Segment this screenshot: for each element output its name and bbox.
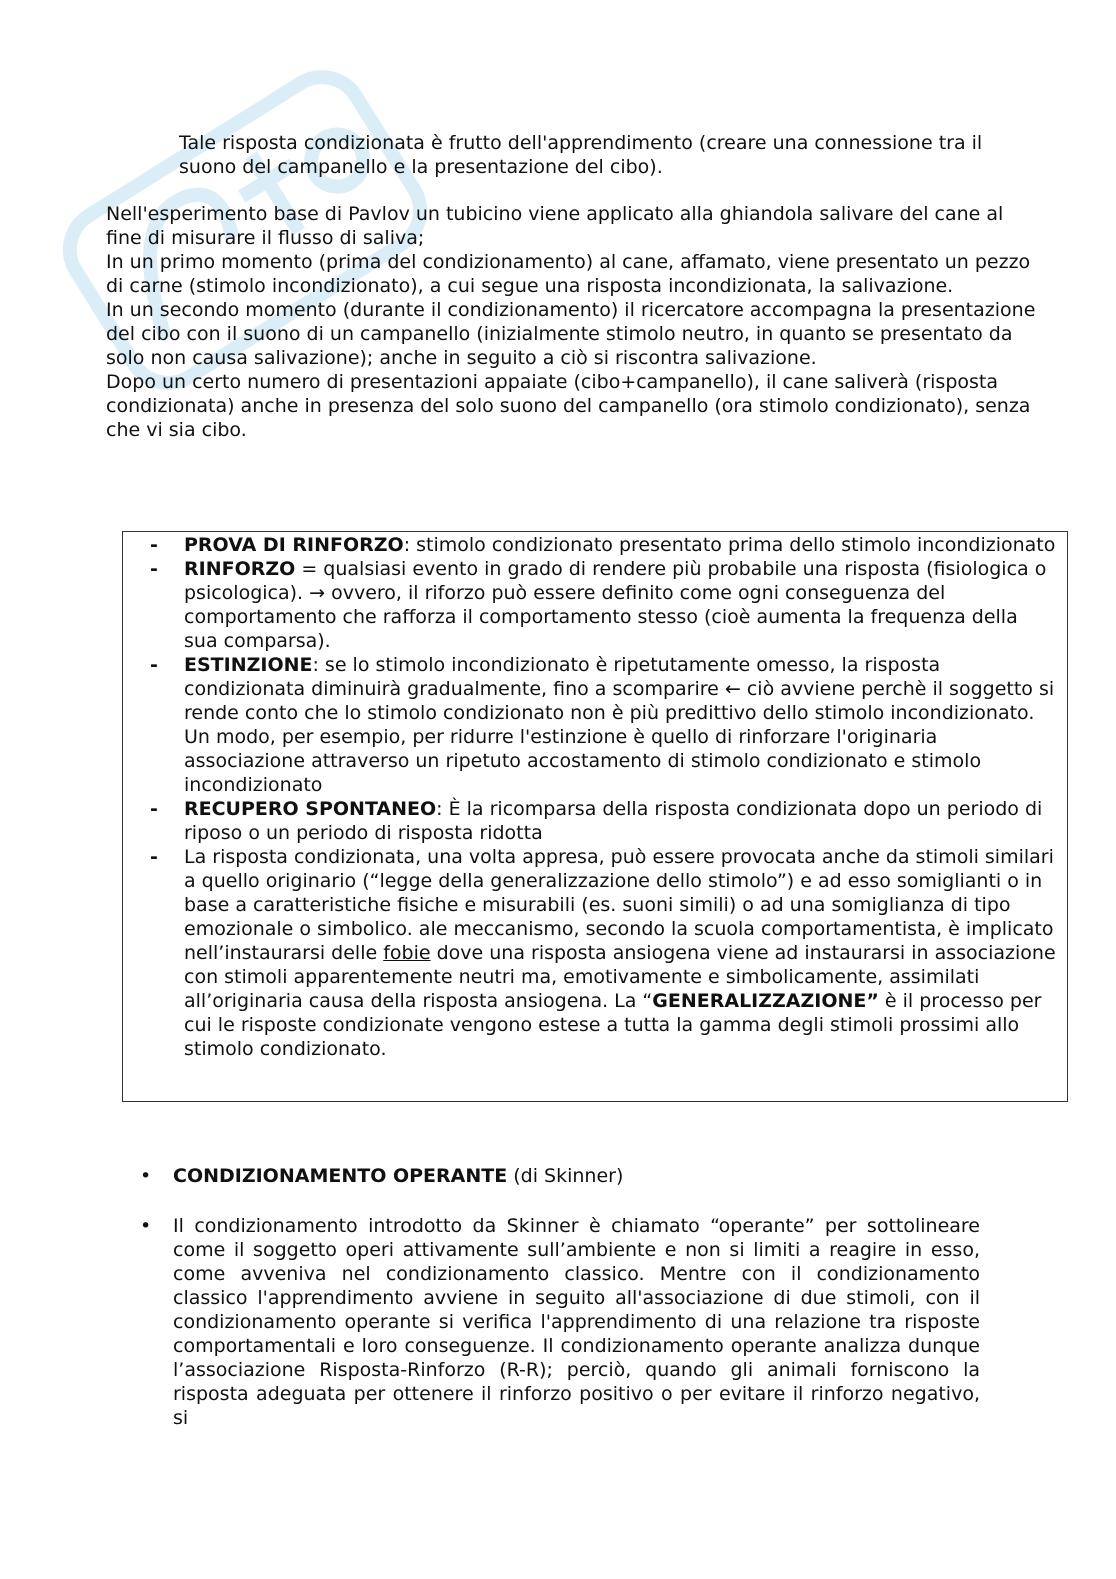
definition-prova-di-rinforzo [123,533,1067,557]
definition-text: = qualsiasi evento in grado di rendere più probabile una risposta (fisiologica o psicologica). → ovvero, il riforzo può essere definito come ogni conseguenza del comportamento che rafforza il comportamento stesso (cioè aumenta la frequenza della sua comparsa). [184,558,1047,652]
definitions-list [123,533,1067,1061]
operant-heading [140,1164,980,1188]
definitions-box [122,531,1068,1102]
definition-term: RINFORZO [184,558,296,580]
definition-recupero-spontaneo [123,797,1067,845]
definition-rinforzo [123,557,1067,653]
dash-bullet: - [150,654,158,676]
definition-term: RECUPERO SPONTANEO [184,798,437,820]
bullet-dot: • [140,1215,152,1237]
definition-generalizzazione [123,845,1067,1061]
definition-estinzione [123,653,1067,797]
dash-bullet: - [150,846,158,868]
generalization-term: GENERALIZZAZIONE” [652,990,879,1012]
pavlov-paragraph [106,202,1036,442]
generalization-text: La risposta condizionata, una volta appresa, può essere provocata anche da stimoli similari a quello originario (“legge della generalizzazione dello stimolo”) e ad esso somiglianti o in base a caratteristiche fisiche e misurabili (es. suoni simili) o ad una somiglianza di tipo emozionale o simbolico. ale meccanismo, secondo la scuola comportamentista, è implicato nell’instaurarsi delle [184,846,1054,964]
dash-bullet: - [150,534,158,556]
definition-text: : stimolo condizionato presentato prima dello stimolo incondizionato [403,534,1056,556]
operant-heading-rest: (di Skinner) [507,1165,624,1187]
operant-heading-term: CONDIZIONAMENTO OPERANTE [173,1165,508,1187]
definition-term: PROVA DI RINFORZO [184,534,404,556]
dash-bullet: - [150,798,158,820]
dash-bullet: - [150,558,158,580]
pavlov-line: In un primo momento (prima del condizionamento) al cane, affamato, viene presentato un pezzo di carne (stimolo incondizionato), a cui segue una risposta incondizionata, la salivazione. [106,251,1031,297]
pavlov-line: In un secondo momento (durante il condizionamento) il ricercatore accompagna la presentazione del cibo con il suono di un campanello (inizialmente stimolo neutro, in quanto se presentato da solo non causa salivazione); anche in seguito a ciò si riscontra salivazione. [106,299,1036,369]
intro-paragraph: Tale risposta condizionata è frutto dell'apprendimento (creare una connessione tra il suono del campanello e la presentazione del cibo). [179,132,983,178]
operant-section [140,1164,980,1430]
definition-text: : È la ricomparsa della risposta condizionata dopo un periodo di riposo o un periodo di risposta ridotta [184,798,1043,844]
pavlov-line: Nell'esperimento base di Pavlov un tubicino viene applicato alla ghiandola salivare del cane al fine di misurare il flusso di saliva; [106,203,1004,249]
definition-term: ESTINZIONE [184,654,313,676]
generalization-text: dove una risposta ansiogena viene ad instaurarsi in associazione con stimoli apparentemente neutri ma, emotivamente e simbolicamente, assimilati all’originaria causa della risposta ansiogena. La “ [184,942,1056,1012]
operant-paragraph [140,1214,980,1430]
fobie-link[interactable]: fobie [383,942,431,964]
generalization-text: è il processo per cui le risposte condizionate vengono estese a tutta la gamma degli stimoli prossimi allo stimolo condizionato. [184,990,1042,1060]
definition-text: : se lo stimolo incondizionato è ripetutamente omesso, la risposta condizionata diminuirà gradualmente, fino a scomparire ← ciò avviene perchè il soggetto si rende conto che lo stimolo condizionato non è più predittivo dello stimolo incondizionato. Un modo, per esempio, per ridurre l'estinzione è quello di rinforzare l'originaria associazione attraverso un ripetuto accostamento di stimolo condizionato e stimolo incondizionato [184,654,1055,796]
operant-paragraph-text: Il condizionamento introdotto da Skinner è chiamato “operante” per sottolineare come il soggetto operi attivamente sull’ambiente e non si limiti a reagire in esso, come avveniva nel condizionamento classico. Mentre con il condizionamento classico l'apprendimento avviene in seguito all'associazione di due stimoli, con il condizionamento operante si verifica l'apprendimento di una relazione tra risposte comportamentali e loro conseguenze. Il condizionamento operante analizza dunque l’associazione Risposta-Rinforzo (R-R); perciò, quando gli animali forniscono la risposta adeguata per ottenere il rinforzo positivo o per evitare il rinforzo negativo, si [173,1215,980,1429]
bullet-dot: • [140,1165,152,1187]
pavlov-line: Dopo un certo numero di presentazioni appaiate (cibo+campanello), il cane saliverà (risposta condizionata) anche in presenza del solo suono del campanello (ora stimolo condizionato), senza che vi sia cibo. [106,371,1031,441]
